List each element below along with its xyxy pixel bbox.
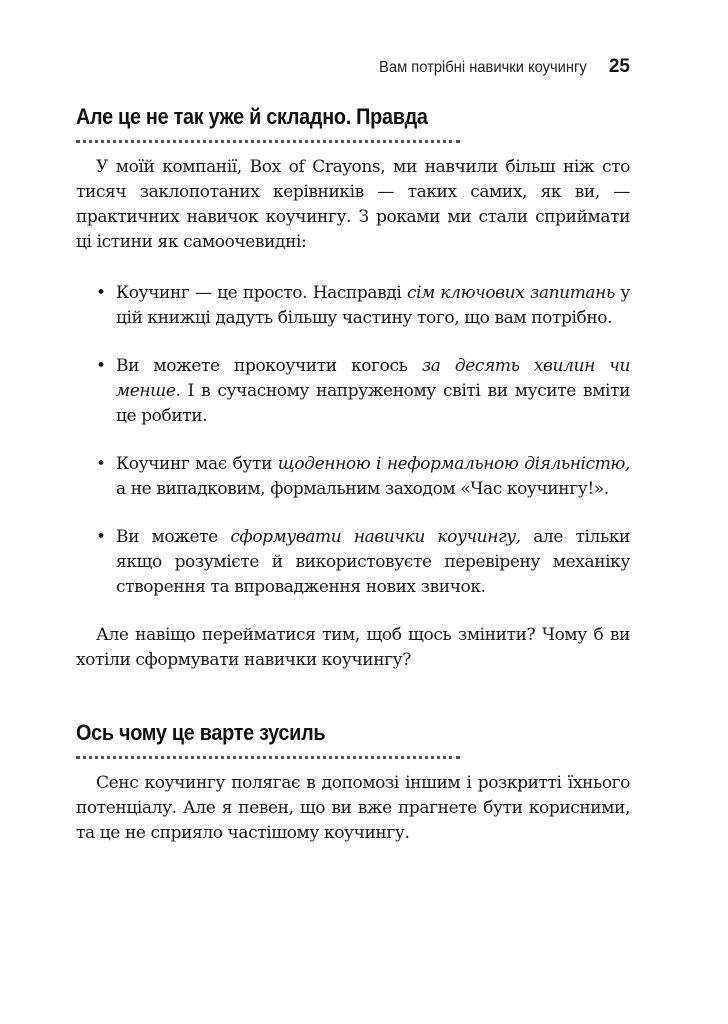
section-simple: [76, 104, 630, 673]
bullet-emphasis: за десять хвилин чи менше: [116, 356, 630, 401]
bullet-text-before: Ви можете: [116, 527, 231, 547]
bullet-emphasis: сформувати навички коучингу,: [230, 527, 521, 547]
page-body: [76, 104, 630, 846]
list-item: [76, 281, 630, 331]
bullet-text-after: а не випадковим, формальним заходом «Час коучингу!».: [116, 479, 609, 499]
bullet-icon: •: [96, 356, 106, 376]
section2-paragraph: Сенс коучингу полягає в допомозі іншим і розкритті їхнього потенціалу. Але я певен, що ви вже прагнете бути корисними, та це не сприяло частішому коучингу.: [76, 773, 630, 843]
running-header: [0, 56, 630, 78]
dotted-divider: [76, 756, 460, 759]
intro-paragraph: У моїй компанії, Box of Crayons, ми навчили більш ніж сто тисяч заклопотаних керівників — таких самих, як ви, — практичних навичок коучингу. З роками ми стали сприймати ці істини як самоочевидні:: [76, 157, 630, 252]
bullet-text-before: Коучинг має бути: [116, 454, 278, 474]
bullet-text-after: у цій книжці дадуть більшу частину того, що вам потрібно.: [116, 283, 630, 328]
section-heading: Але це не так уже й складно. Правда: [76, 104, 428, 129]
page-number: 25: [608, 56, 630, 77]
list-item: [76, 452, 630, 502]
section-heading: Ось чому це варте зусиль: [76, 720, 326, 745]
bullet-text-after: але тільки якщо розумієте й використовуєте перевірену механіку створення та впровадження нових звичок.: [116, 527, 630, 597]
running-title: Вам потрібні навички коучингу: [378, 59, 587, 76]
bullet-icon: •: [96, 454, 106, 474]
bullet-text-after: . І в сучасному напруженому світі ви мусите вміти це робити.: [116, 381, 630, 426]
bullet-icon: •: [96, 527, 106, 547]
bullet-emphasis: щоденною і неформальною діяльністю,: [277, 454, 631, 474]
list-item: [76, 525, 630, 600]
bullet-text-before: Коучинг — це просто. Насправді: [116, 283, 407, 303]
bullet-emphasis: сім ключових запитань: [407, 283, 615, 303]
bullet-text-before: Ви можете прокоучити когось: [116, 356, 422, 376]
dotted-divider: [76, 140, 460, 143]
list-item: [76, 354, 630, 429]
bullet-list: [76, 281, 630, 600]
bullet-icon: •: [96, 283, 106, 303]
closing-paragraph: Але навіщо перейматися тим, щоб щось змінити? Чому б ви хотіли сформувати навички коучингу?: [76, 625, 630, 670]
section-worth-it: [76, 720, 630, 846]
